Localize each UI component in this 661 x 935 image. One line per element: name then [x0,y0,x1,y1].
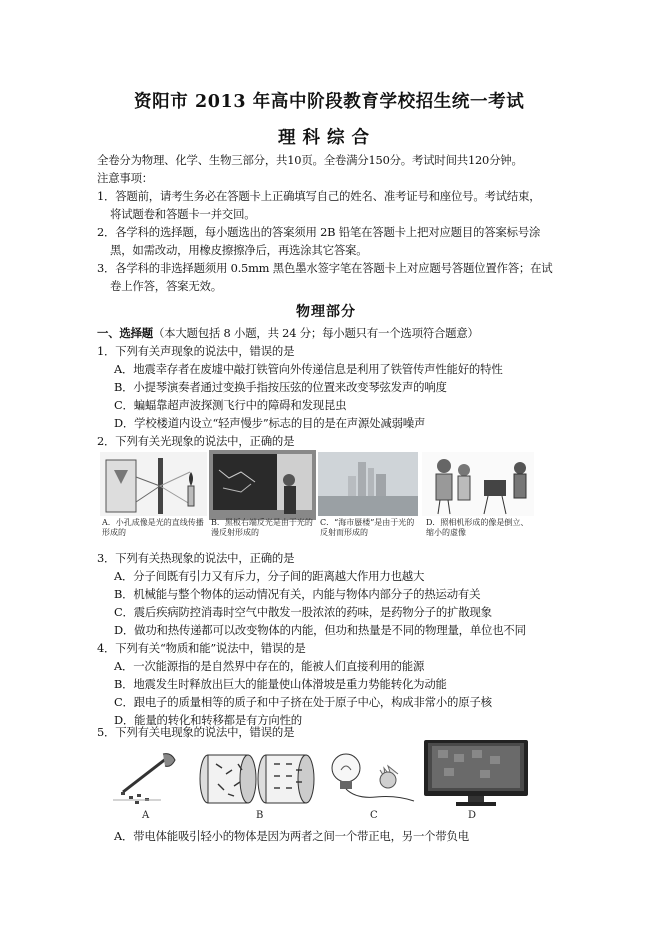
q5-image-b [198,750,316,808]
q3-option-d: D．做功和热传递都可以改变物体的内能，但功和热量是不同的物理量，单位也不同 [114,623,526,637]
q2-caption-d: D．照相机形成的像是倒立、缩小的虚像 [426,518,529,537]
q4-option-b: B．地震发生时释放出巨大的能量使山体滑坡是重力势能转化为动能 [114,677,447,691]
intro-line: 全卷分为物理、化学、生物三部分，共10页。全卷满分150分。考试时间共120分钟。 [97,153,523,167]
choice-heading [97,325,479,341]
q4-option-d: D．能量的转化和转移都是有方向性的 [114,713,302,727]
note-3-line-1: 3．各学科的非选择题须用 0.5mm 黑色墨水签字笔在答题卡上对应题号答题位置作答；在试 [97,261,553,275]
q5-image-a [105,748,190,808]
choice-heading-bold: 一、选择题 [97,326,153,340]
q4-option-c: C．跟电子的质量相等的质子和中子挤在处于原子中心，构成非常小的原子核 [114,695,492,709]
notes-title: 注意事项： [97,171,153,185]
q3-option-c: C．震后疾病防控消毒时空气中散发一股浓浓的药味，是药物分子的扩散现象 [114,605,492,619]
q2-image-d [422,452,534,542]
q5-image-c [326,748,416,808]
note-1-line-2: 将试题卷和答题卡一并交回。 [110,207,256,221]
q5-option-a: A．带电体能吸引轻小的物体是因为两者之间一个带正电，另一个带负电 [114,829,469,843]
q5-image-d [424,740,528,808]
q1-option-a: A．地震幸存者在废墟中敲打铁管向外传递信息是利用了铁管传声性能好的特性 [114,362,503,376]
q3-stem: 3．下列有关热现象的说法中，正确的是 [97,551,295,565]
q2-stem: 2．下列有关光现象的说法中，正确的是 [97,434,295,448]
exam-title: 资阳市 2013 年高中阶段教育学校招生统一考试 [134,92,525,112]
q1-stem: 1．下列有关声现象的说法中，错误的是 [97,344,295,358]
exam-subtitle: 理科综合 [278,128,376,148]
q4-stem: 4．下列有关“物质和能”说法中，错误的是 [97,641,306,655]
note-1-line-1: 1．答题前，请考生务必在答题卡上正确填写自己的姓名、准考证号和座位号。考试结束， [97,189,541,203]
q2-caption-a: A．小孔成像是光的直线传播形成的 [102,518,204,537]
q5-label-a: A [142,810,150,821]
q3-option-b: B．机械能与整个物体的运动情况有关，内能与物体内部分子的热运动有关 [114,587,481,601]
q3-option-a: A．分子间既有引力又有斥力，分子间的距离越大作用力也越大 [114,569,425,583]
q1-option-b: B．小提琴演奏者通过变换手指按压弦的位置来改变琴弦发声的响度 [114,380,447,394]
choice-heading-rest: （本大题包括 8 小题，共 24 分；每小题只有一个选项符合题意） [152,326,479,340]
q4-option-a: A．一次能源指的是自然界中存在的，能被人们直接利用的能源 [114,659,425,673]
q2-image-a [100,452,207,542]
q2-caption-b: B．黑板右端反光是由于光的漫反射形成的 [211,518,313,537]
note-2-line-1: 2．各学科的选择题，每小题选出的答案须用 2B 铅笔在答题卡上把对应题目的答案标号涂 [97,225,541,239]
note-3-line-2: 卷上作答，答案无效。 [110,279,222,293]
q1-option-d: D．学校楼道内设立“轻声慢步”标志的目的是在声源处减弱噪声 [114,416,426,430]
q5-label-b: B [256,810,264,821]
section-title: 物理部分 [296,304,356,320]
q1-option-c: C．蝙蝠靠超声波探测飞行中的障碍和发现昆虫 [114,398,347,412]
q2-caption-c: C．“海市蜃楼”是由于光的反射而形成的 [320,518,415,537]
q5-label-d: D [468,810,477,821]
q2-image-b [209,450,316,542]
note-2-line-2: 黑，如需改动，用橡皮擦擦净后，再选涂其它答案。 [110,243,368,257]
q2-image-c [318,452,418,542]
q5-stem: 5．下列有关电现象的说法中，错误的是 [97,725,295,739]
q5-label-c: C [370,810,378,821]
